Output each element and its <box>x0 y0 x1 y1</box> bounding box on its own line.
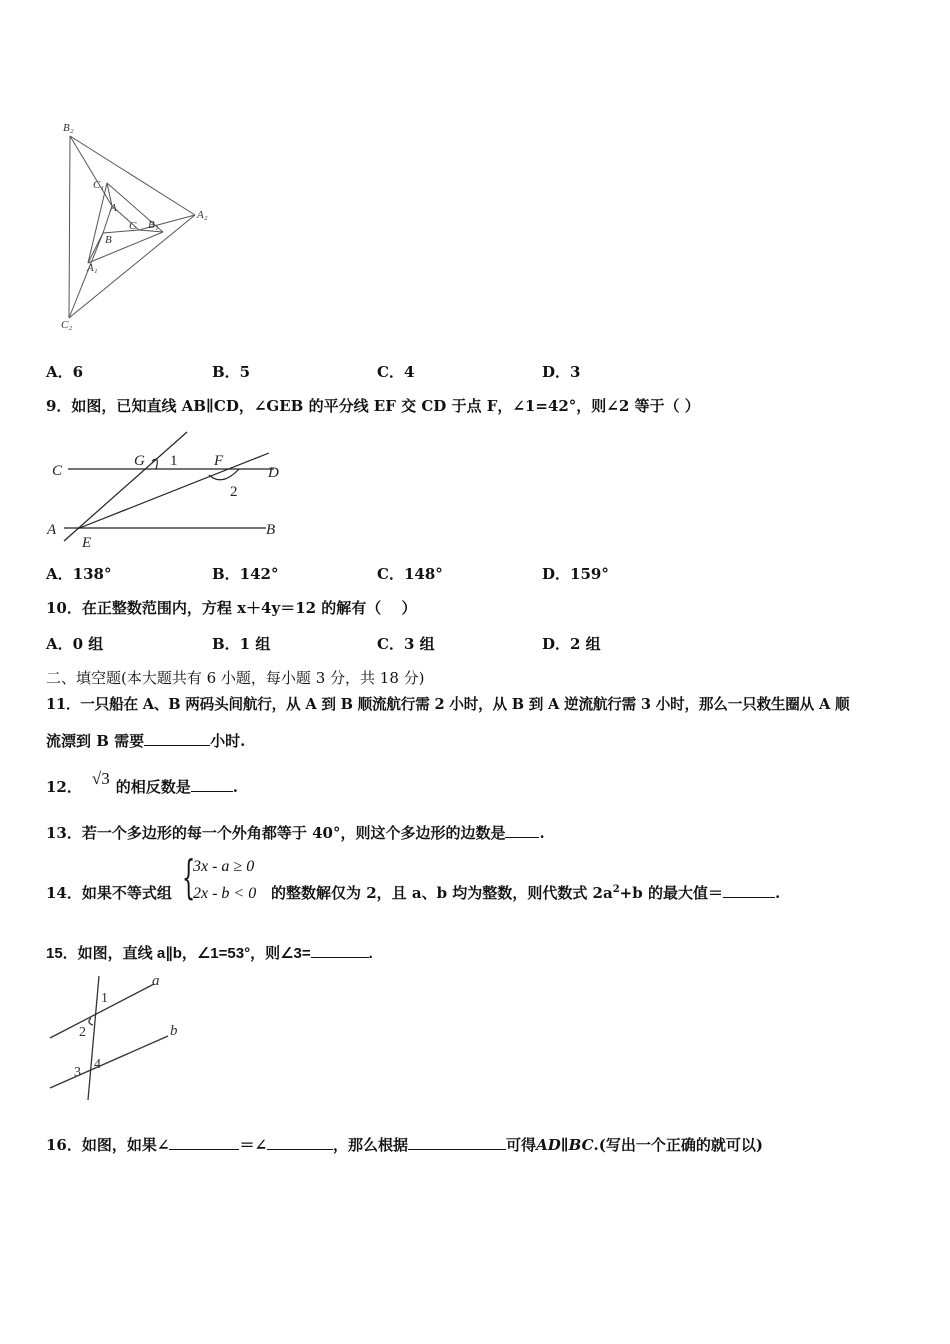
q9-option-d: D．159° <box>542 565 609 583</box>
q11-line2-pre: 流漂到 B 需要 <box>46 732 145 750</box>
q16-reason-blank[interactable] <box>408 1135 506 1150</box>
q16-eq: ＝∠ <box>239 1136 268 1154</box>
q15-label-4: 4 <box>94 1057 101 1072</box>
q15-label-3: 3 <box>74 1065 81 1080</box>
q14-brace: { <box>182 850 196 904</box>
q14-pre: 14．如果不等式组 <box>46 884 172 902</box>
section-2-title: 二、填空题(本大题共有 6 小题，每小题 3 分，共 18 分) <box>46 669 425 687</box>
q15-end: . <box>368 945 373 962</box>
q9-label-a: A <box>47 522 57 538</box>
q15-label-b: b <box>170 1023 178 1039</box>
q14-post2: +b 的最大值＝ <box>619 884 723 902</box>
q11-line1: 11．一只船在 A、B 两码头间航行，从 A 到 B 顺流航行需 2 小时，从 B 到 A 逆流航行需 3 小时，那么一只救生圈从 A 顺 <box>46 696 850 713</box>
q9-label-g: G <box>134 453 145 469</box>
q16-pre: 16．如图，如果∠ <box>46 1136 170 1154</box>
label-b1: B₁ <box>148 219 159 231</box>
q13-answer-blank[interactable] <box>505 823 539 838</box>
q9-label-b: B <box>266 522 276 538</box>
q12-end: . <box>232 778 238 796</box>
label-a: A <box>110 202 117 214</box>
q9-label-c: C <box>52 463 63 479</box>
q10-text: 10．在正整数范围内，方程 x＋4y＝12 的解有（ ） <box>46 599 417 617</box>
q8-option-c: C．4 <box>377 363 415 381</box>
q13-text: 13．若一个多边形的每一个外角都等于 40°，则这个多边形的边数是 <box>46 824 506 842</box>
label-b: B <box>105 234 112 246</box>
q8-option-a: A．6 <box>46 363 84 381</box>
q11-answer-blank[interactable] <box>144 731 210 746</box>
q15-figure <box>44 968 194 1108</box>
q9-figure <box>44 425 294 550</box>
q16-line <box>46 1134 763 1155</box>
q12-sqrt: √3 <box>91 769 110 788</box>
label-a2: A₂ <box>197 209 208 221</box>
q15-label-a: a <box>152 973 160 989</box>
label-c: C <box>129 220 137 232</box>
label-a1: A₁ <box>87 262 98 274</box>
q10-option-b: B．1 组 <box>212 635 271 653</box>
q8-option-d: D．3 <box>542 363 581 381</box>
label-c2: C₂ <box>61 319 73 331</box>
q15-answer-blank[interactable] <box>311 943 369 958</box>
q9-label-f: F <box>214 453 224 469</box>
q15-text: 15．如图，直线 a∥b，∠1=53°，则∠3= <box>46 945 311 962</box>
q8-figure <box>55 118 225 333</box>
q9-label-2: 2 <box>230 484 238 500</box>
q11-line2 <box>46 730 245 751</box>
q8-option-b: B．5 <box>212 363 251 381</box>
q16-end: .(写出一个正确的就可以) <box>593 1136 763 1154</box>
q9-option-c: C．148° <box>377 565 443 583</box>
q16-angle1-blank[interactable] <box>169 1135 239 1150</box>
q9-label-1: 1 <box>170 453 178 469</box>
q14-ineq2: 2x - b < 0 <box>193 885 257 902</box>
q14-answer-blank[interactable] <box>723 883 775 898</box>
q15-label-1: 1 <box>101 991 108 1006</box>
q12-line <box>46 769 238 797</box>
q16-post: 可得 <box>506 1136 537 1154</box>
q14-sup: 2 <box>612 884 620 895</box>
q12-answer-blank[interactable] <box>191 777 233 792</box>
q9-label-d: D <box>268 465 279 481</box>
q14-end: . <box>774 884 781 902</box>
q10-option-d: D．2 组 <box>542 635 601 653</box>
q15-line <box>46 942 373 963</box>
q16-angle2-blank[interactable] <box>267 1135 333 1150</box>
q9-label-e: E <box>82 535 92 550</box>
label-b2: B₂ <box>63 122 74 134</box>
q16-rel: AD∥BC <box>536 1136 594 1154</box>
q16-mid: ，那么根据 <box>333 1136 409 1154</box>
q9-option-b: B．142° <box>212 565 279 583</box>
q9-option-a: A．138° <box>46 565 112 583</box>
q13-line <box>46 822 545 843</box>
q12-post: 的相反数是 <box>115 778 191 796</box>
q11-line2-post: 小时. <box>210 732 246 750</box>
q10-option-c: C．3 组 <box>377 635 435 653</box>
q14-ineq1: 3x - a ≥ 0 <box>193 858 255 875</box>
q9-text: 9．如图，已知直线 AB∥CD，∠GEB 的平分线 EF 交 CD 于点 F，∠1=42°，则∠2 等于（ ） <box>46 397 700 415</box>
q14-post: 的整数解仅为 2，且 a、b 均为整数，则代数式 2a <box>271 884 613 902</box>
label-c1: C₁ <box>93 179 105 191</box>
q12-number: 12． <box>46 778 82 796</box>
q14-line <box>271 882 780 903</box>
q15-label-2: 2 <box>79 1025 86 1040</box>
q10-option-a: A．0 组 <box>46 635 104 653</box>
q13-end: . <box>539 824 545 842</box>
